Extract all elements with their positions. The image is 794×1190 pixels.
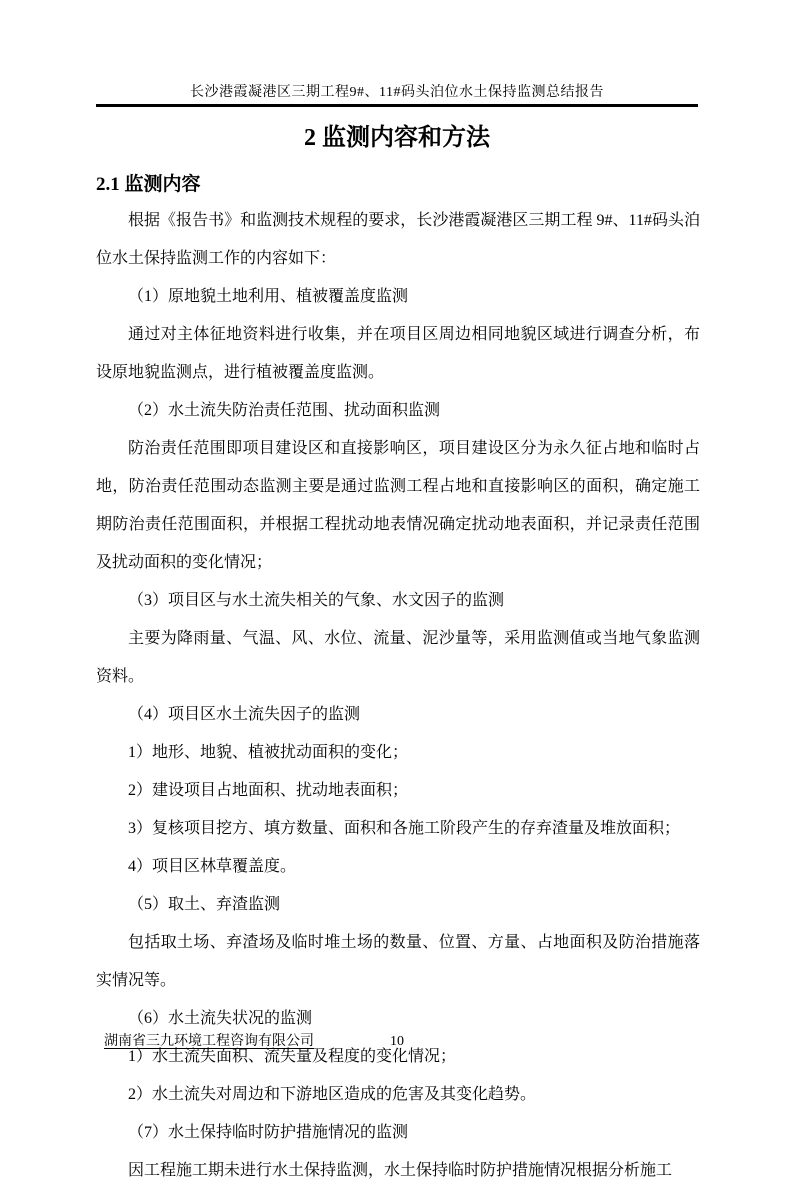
page-footer bbox=[96, 1032, 698, 1054]
body-paragraph: 4）项目区林草覆盖度。 bbox=[128, 858, 297, 875]
body-paragraph: （5）取土、弃渣监测 bbox=[128, 896, 281, 913]
body-paragraph: 因工程施工期未进行水土保持监测，水土保持临时防护措施情况根据分析施工 bbox=[128, 1162, 673, 1179]
page-header: 长沙港霞凝港区三期工程9#、11#码头泊位水土保持监测总结报告 bbox=[96, 85, 698, 107]
chapter-title: 2 监测内容和方法 bbox=[304, 125, 490, 151]
body-paragraph: 2）水土流失对周边和下游地区造成的危害及其变化趋势。 bbox=[128, 1086, 537, 1103]
body-paragraph: （2）水土流失防治责任范围、扰动面积监测 bbox=[128, 402, 441, 419]
body-paragraph: 包括取土场、弃渣场及临时堆土场的数量、位置、方量、占地面积及防治措施落实情况等。 bbox=[96, 934, 700, 989]
body-paragraph: 通过对主体征地资料进行收集，并在项目区周边相同地貌区域进行调查分析，布设原地貌监测点，进行植被覆盖度监测。 bbox=[96, 326, 700, 381]
body-paragraph: （7）水土保持临时防护措施情况的监测 bbox=[128, 1124, 409, 1141]
body-paragraph: 主要为降雨量、气温、风、水位、流量、泥沙量等，采用监测值或当地气象监测资料。 bbox=[96, 630, 700, 685]
body-paragraph: 1）水土流失面积、流失量及程度的变化情况； bbox=[128, 1048, 457, 1065]
footer-page-number: 10 bbox=[390, 1034, 404, 1049]
body-paragraph: （4）项目区水土流失因子的监测 bbox=[128, 706, 361, 723]
body-paragraph: 防治责任范围即项目建设区和直接影响区，项目建设区分为永久征占地和临时占地，防治责任范围动态监测主要是通过监测工程占地和直接影响区的面积，确定施工期防治责任范围面积，并根据工程扰动地表情况确定扰动地表面积，并记录责任范围及扰动面积的变化情况； bbox=[96, 440, 700, 571]
body-paragraph: 1）地形、地貌、植被扰动面积的变化； bbox=[128, 744, 409, 761]
body-paragraph: 根据《报告书》和监测技术规程的要求，长沙港霞凝港区三期工程 9#、11#码头泊位水土保持监测工作的内容如下： bbox=[96, 212, 700, 267]
body-paragraph: 3）复核项目挖方、填方数量、面积和各施工阶段产生的存弃渣量及堆放面积； bbox=[128, 820, 681, 837]
body-paragraph: （6）水土流失状况的监测 bbox=[128, 1010, 313, 1027]
footer-company-name: 湖南省三九环境工程咨询有限公司 bbox=[104, 1034, 314, 1049]
body-paragraph: （1）原地貌土地利用、植被覆盖度监测 bbox=[128, 288, 409, 305]
body-paragraph: 2）建设项目占地面积、扰动地表面积； bbox=[128, 782, 409, 799]
section-heading: 2.1 监测内容 bbox=[96, 174, 201, 195]
body-paragraph: （3）项目区与水土流失相关的气象、水文因子的监测 bbox=[128, 592, 505, 609]
